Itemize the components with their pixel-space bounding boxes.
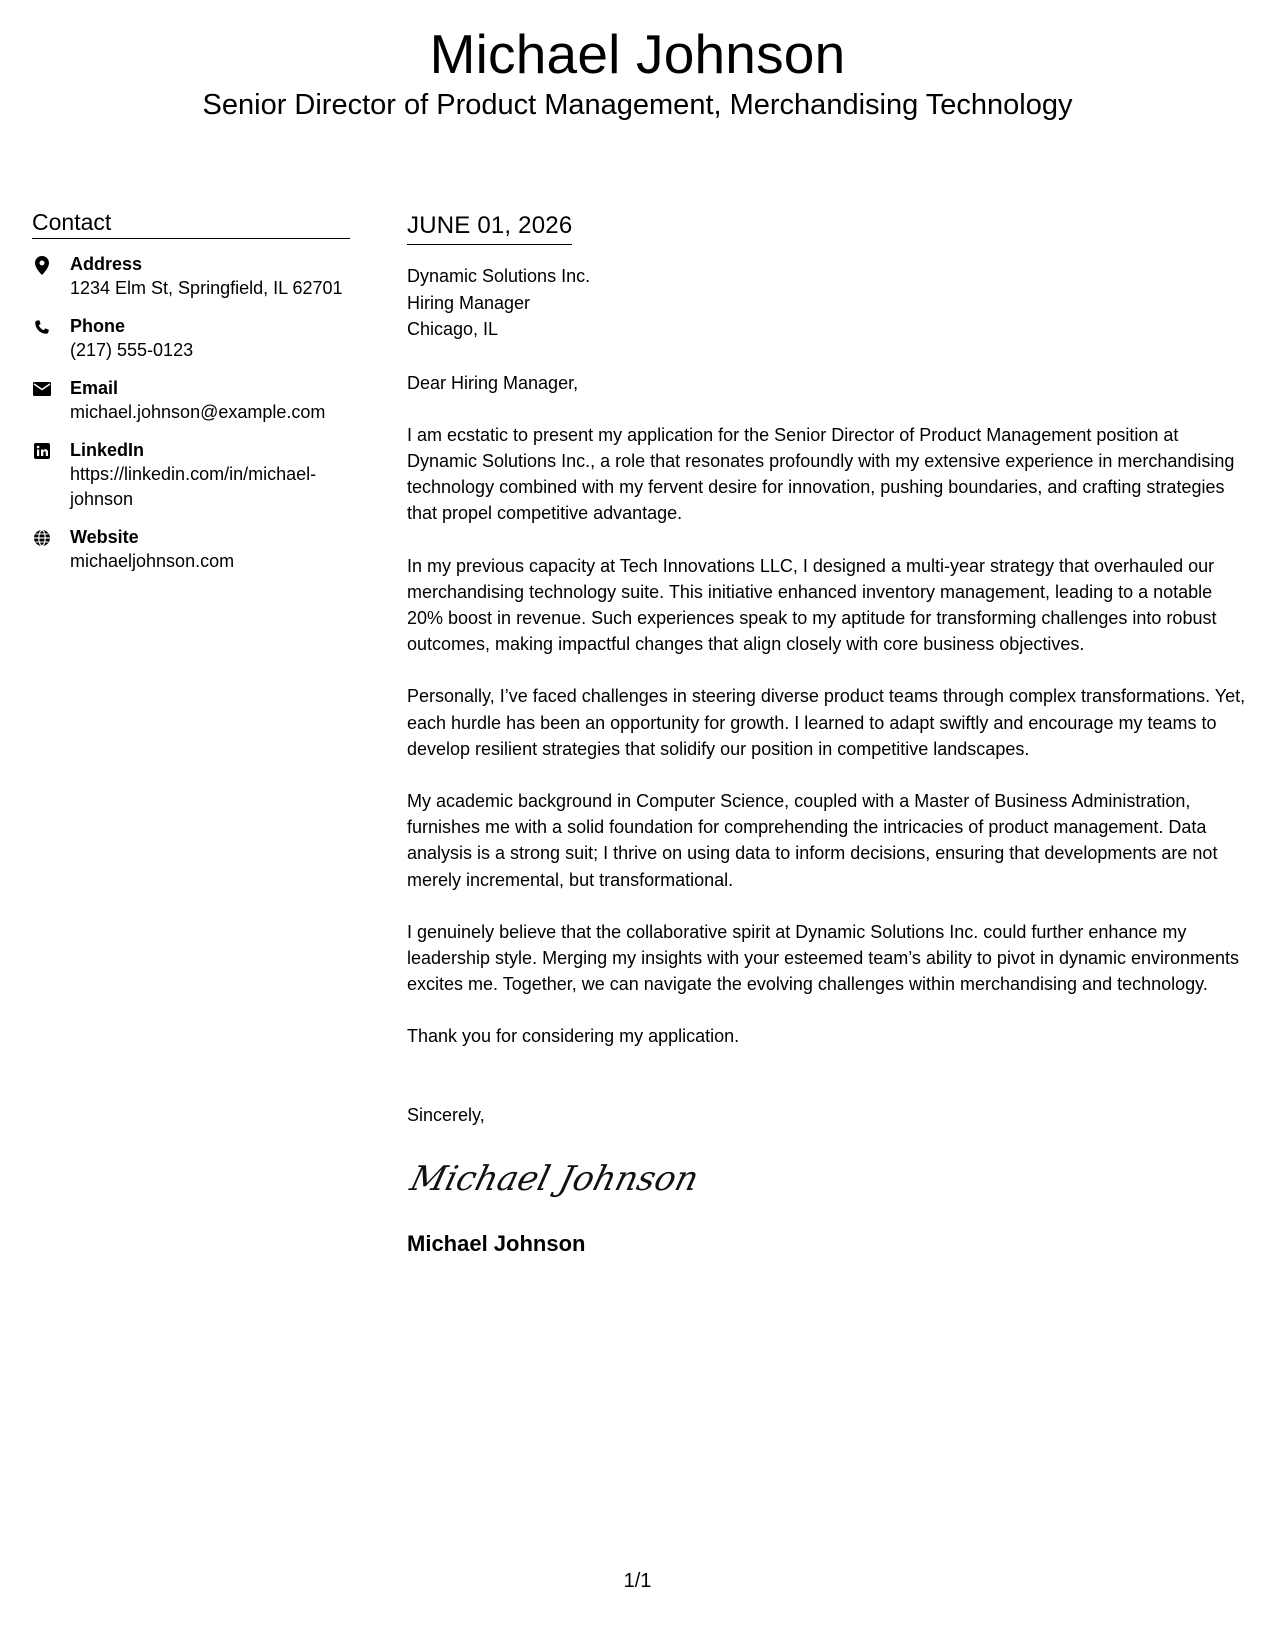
greeting: Dear Hiring Manager, [407, 372, 579, 393]
letter-date: JUNE 01, 2026 [407, 210, 572, 245]
contact-label: LinkedIn [70, 440, 145, 460]
paragraph: My academic background in Computer Science, coupled with a Master of Business Administration, furnishes me with a solid foundation for comprehending the intricacies of product management. Data analysis is a strong suit; I thrive on using data to inform decisions, ensuring that developments are not merely incremental, but transformational. [407, 790, 1218, 890]
globe-icon [32, 528, 52, 548]
contact-value-email: michael.johnson@example.com [70, 402, 326, 422]
envelope-icon [32, 379, 52, 399]
contact-label: Address [70, 254, 143, 274]
contact-label: Website [70, 527, 139, 547]
contact-item-website [32, 526, 350, 574]
recipient-role: Hiring Manager [407, 292, 531, 313]
contact-value-linkedin: https://linkedin.com/in/michael-johnson [70, 464, 317, 509]
contact-sidebar [32, 208, 350, 588]
contact-value-address: 1234 Elm St, Springfield, IL 62701 [70, 278, 343, 298]
closing: Sincerely, [407, 1104, 485, 1125]
contact-item-phone [32, 315, 350, 363]
contact-item-address [32, 253, 350, 301]
recipient-block [407, 263, 1247, 343]
contact-label: Email [70, 378, 119, 398]
paragraph: I genuinely believe that the collaborative spirit at Dynamic Solutions Inc. could further enhance my leadership style. Merging my insights with your esteemed team’s ability to pivot in dynamic environments excites me. Together, we can navigate the evolving challenges within merchandising and technology. [407, 921, 1240, 995]
paragraph: Personally, I’ve faced challenges in steering diverse product teams through complex transformations. Yet, each hurdle has been an opportunity for growth. I learned to adapt swiftly and encourage my teams to develop resilient strategies that solidify our position in competitive landscapes. [407, 686, 1246, 759]
resume-header [0, 22, 1275, 124]
linkedin-icon [32, 441, 52, 461]
paragraph: Thank you for considering my application. [407, 1026, 740, 1047]
signature-text: Michael Johnson [406, 1159, 703, 1199]
contact-item-linkedin [32, 439, 350, 512]
recipient-location: Chicago, IL [407, 319, 499, 339]
contact-item-email [32, 377, 350, 425]
contact-heading: Contact [32, 208, 350, 239]
applicant-name: Michael Johnson [429, 23, 846, 85]
page-number: 1/1 [623, 1570, 652, 1592]
letter-body [407, 210, 1247, 1258]
signed-name: Michael Johnson [407, 1230, 586, 1256]
handwritten-signature [407, 1148, 1247, 1208]
paragraph: In my previous capacity at Tech Innovations LLC, I designed a multi-year strategy that overhauled our merchandising technology suite. This initiative enhanced inventory management, leading to a notable 20% boost in revenue. Such experiences speak to my aptitude for transforming challenges into robust outcomes, making impactful changes that align closely with core business objectives. [407, 555, 1217, 655]
contact-label: Phone [70, 316, 126, 336]
applicant-title: Senior Director of Product Management, Merchandising Technology [202, 89, 1073, 121]
map-pin-icon [32, 255, 52, 275]
phone-icon [32, 317, 52, 337]
paragraph: I am ecstatic to present my application for the Senior Director of Product Management position at Dynamic Solutions Inc., a role that resonates profoundly with my extensive experience in merchandising technology combined with my fervent desire for innovation, pushing boundaries, and crafting strategies that propel competitive advantage. [407, 424, 1235, 524]
contact-value-website: michaeljohnson.com [70, 551, 235, 571]
contact-value-phone: (217) 555-0123 [70, 340, 194, 360]
recipient-company: Dynamic Solutions Inc. [407, 266, 591, 286]
